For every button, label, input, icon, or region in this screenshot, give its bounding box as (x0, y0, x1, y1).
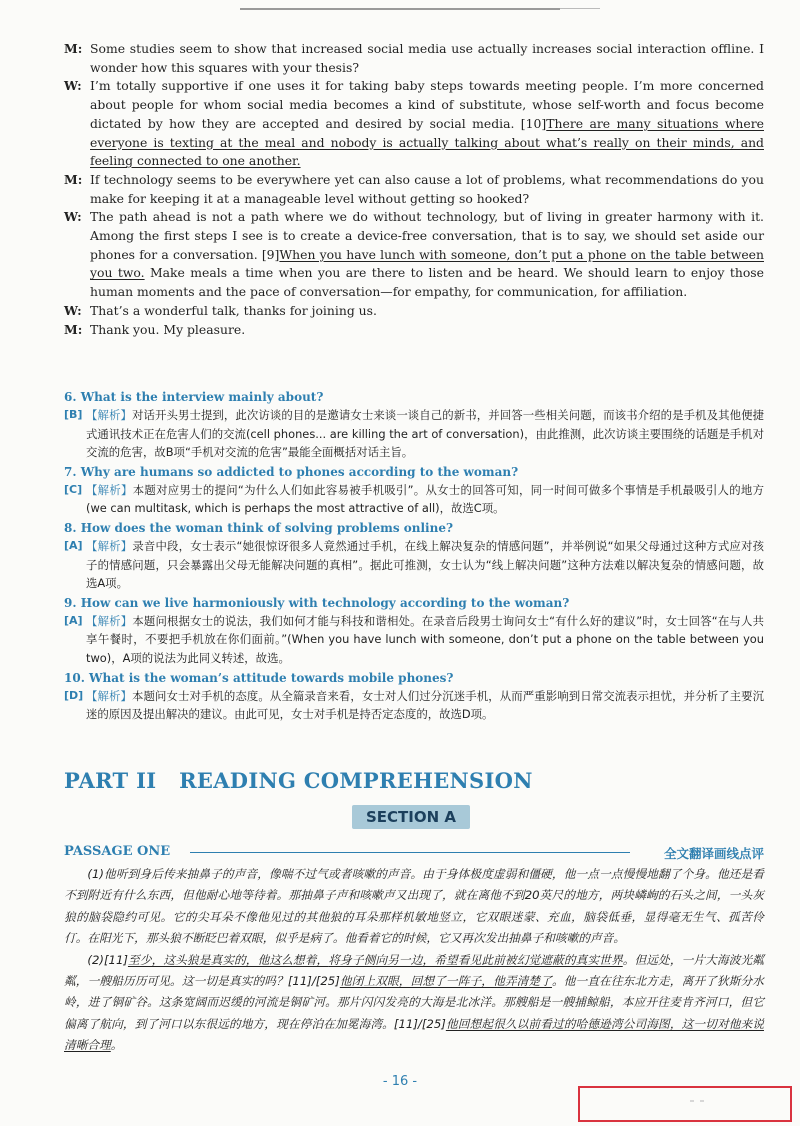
passage-label: PASSAGE ONE (64, 844, 171, 859)
speaker-label: M: (64, 321, 83, 337)
question-heading: 6. What is the interview mainly about? (64, 390, 324, 404)
analysis-body (86, 481, 764, 518)
speaker-label: W: (64, 78, 82, 94)
analysis-tag: 【解析】 (86, 688, 132, 703)
question-analysis-list (64, 387, 764, 724)
translation-text: (2)[11] (87, 952, 128, 967)
underlined-key-sentence: When you have lunch with someone, don’t put a phone on the table between you two. (90, 246, 764, 281)
speech-text: Thank you. My pleasure. (90, 321, 246, 337)
dialogue-turn (64, 302, 764, 321)
analysis-text: 本题问女士对手机的态度。从全篇录音来看，女士对人们过分沉迷手机，从而严重影响到日常交流表示担忧，并分析了主要沉迷的原因及提出解决的建议。由此可见，女士对手机是持否定态度的，故选D项。 (86, 688, 764, 722)
passage-header-rule (190, 852, 630, 853)
passage-tag: 全文翻译画线点评 (663, 846, 764, 861)
analysis-tag: 【解析】 (86, 408, 132, 422)
scan-smudge (690, 1100, 694, 1102)
analysis-text: 本题对应男士的提问“为什么人们如此容易被手机吸引”。从女士的回答可知，同一时间可做多个事情是手机最吸引人的地方(we can multitask, which is perhaps the most attractive of all)，故选C项。 (86, 482, 764, 516)
analysis-tag: 【解析】 (86, 538, 133, 553)
question-block (64, 388, 764, 462)
question-block (64, 463, 764, 518)
analysis-body (86, 406, 764, 462)
question-heading: 7. Why are humans so addicted to phones according to the woman? (64, 464, 519, 479)
translation-text: (1)他听到身后传来抽鼻子的声音，像喘不过气或者咳嗽的声音。由于身体极度虚弱和僵硬，他一点一点慢慢地翻了个身。他还是看不到附近有什么东西，但他耐心地等待着。那抽鼻子声和咳嗽声又出现了，就在离他不到20英尺的地方，两块嶙峋的石头之间，一头灰狼的脑袋隐约可见。它的尖耳朵不像他见过的其他狼的耳朵那样机敏地竖立，它双眼迷蒙、充血，脑袋低垂，显得毫无生气、孤苦伶仃。在阳光下，那头狼不断眨巴着双眼，似乎是病了。他看着它的时候，它又再次发出抽鼻子和咳嗽的声音。 (64, 867, 764, 946)
answer-key: [B] (64, 408, 83, 421)
analysis-text: 本题问根据女士的说法，我们如何才能与科技和谐相处。在录音后段男士询问女士“有什么好的建议”时，女士回答“在与人共享午餐时，不要把手机放在你们面前。”(When you have lunch with someone, don’t put a phone on the table between you two)，A项的说法为此同义转述，故选。 (86, 613, 764, 665)
speech-text: If technology seems to be everywhere yet can also cause a lot of problems, what recommendations do you make for keeping it at a manageable level without getting so hooked? (90, 171, 764, 206)
speech-segment: I’m totally supportive if one uses it for taking baby steps towards meeting people. I’m more concerned about people for whom social media becomes a kind of substitute, whose self-worth and focus become dictated by how they are accepted and desired by social media. [10] (90, 78, 764, 131)
analysis-body (86, 612, 764, 668)
dialogue-transcript (64, 40, 764, 339)
translation-text: 。 (110, 1038, 123, 1053)
answer-key: [C] (64, 482, 83, 496)
answer-key: [A] (64, 613, 83, 627)
speech-text: That’s a wonderful talk, thanks for joining us. (90, 302, 377, 318)
analysis-body (86, 687, 764, 724)
analysis-body (86, 537, 764, 593)
speaker-label: W: (64, 302, 82, 318)
translation-text: 。但远处，一片大海波光粼粼，一艘船历历可见。这一切是真实的吗？[11]/[25] (64, 952, 764, 989)
red-annotation-box (578, 1086, 792, 1122)
translation-paragraph (64, 950, 764, 1057)
answer-key: [D] (64, 688, 84, 702)
dialogue-turn (64, 321, 764, 340)
page-number: - 16 - (382, 1074, 418, 1089)
speech-segment: Make meals a time when you are there to listen and be heard. We should learn to enjoy those human moments and the pace of conversation—for empathy, for communication, for affiliation. (90, 265, 764, 300)
passage-header (64, 844, 764, 864)
question-block (64, 519, 764, 593)
answer-analysis (64, 406, 764, 462)
underlined-key-sentence: 将身子侧向另一边，希望看见此前被幻觉遮蔽的真实世界 (328, 952, 623, 967)
answer-analysis (64, 687, 764, 724)
underlined-key-sentence: 他回想起很久以前看过的哈德逊湾公司海图，这一切对他来说清晰合理 (64, 1016, 764, 1053)
underlined-key-sentence: 他闭上双眼，回想了一阵子，他弄清楚了 (339, 974, 552, 989)
analysis-text: 录音中段，女士表示“她很惊讶很多人竟然通过手机，在线上解决复杂的情感问题”，并举例说“如果父母通过这种方式应对孩子的情感问题，只会暴露出父母无能解决问题的真相”。据此可推测，女士认为“线上解决问题”这种方法难以解决复杂的情感问题，故选A项。 (86, 538, 764, 591)
translation-text: 。他一直在往东北方走，离开了狄斯分水岭，进了铜矿谷。这条宽阔而迟缓的河流是铜矿河。那片闪闪发亮的大海是北冰洋。那艘船是一艘捕鲸船，本应开往麦肯齐河口，但它偏离了航向，到了河口以东很远的地方，现在停泊在加冕海湾。[11]/[25] (64, 974, 764, 1031)
translation-paragraph (64, 864, 764, 950)
question-heading: 9. How can we live harmoniously with technology according to the woman? (64, 595, 570, 610)
dialogue-turn (64, 208, 764, 302)
speech-segment: The path ahead is not a path where we do without technology, but of living in greater harmony with it. Among the first steps I see is to create a device-free conversation, that is to say, we should set aside our phones for a conversation. [9] (90, 209, 764, 262)
part-title: PART II READING COMPREHENSION (64, 768, 533, 793)
question-heading: 8. How does the woman think of solving problems online? (64, 520, 454, 535)
dialogue-turn (64, 171, 764, 208)
dialogue-turn (64, 77, 764, 171)
speaker-label: M: (64, 171, 83, 187)
analysis-tag: 【解析】 (86, 613, 133, 628)
top-rule-extension (560, 8, 600, 9)
question-block (64, 669, 764, 724)
analysis-text: 对话开头男士提到，此次访谈的目的是邀请女士来谈一谈自己的新书，并回答一些相关问题，而该书介绍的是手机及其他便捷式通讯技术正在危害人们的交流(cell phones... are killing the art of conversation)，由此推测，此次访谈主要围绕的话题是手机对交流的危害，故B项“手机对交流的危害”最能全面概括对话主旨。 (86, 408, 764, 460)
answer-analysis (64, 612, 764, 668)
underlined-key-sentence: There are many situations where everyone is texting at the meal and nobody is actually talking about what’s really on their minds, and feeling connected to one another. (90, 115, 764, 169)
dialogue-turn (64, 40, 764, 77)
analysis-tag: 【解析】 (86, 482, 133, 497)
answer-key: [A] (64, 538, 83, 552)
scan-smudge (700, 1100, 704, 1102)
speaker-label: W: (64, 209, 82, 225)
speech-text (90, 77, 764, 171)
question-heading: 10. What is the woman’s attitude towards mobile phones? (64, 670, 454, 685)
speech-text (90, 208, 764, 302)
question-block (64, 594, 764, 668)
section-badge: SECTION A (352, 805, 470, 829)
answer-analysis (64, 481, 764, 518)
answer-analysis (64, 537, 764, 593)
underlined-key-sentence: 至少，这头狼是真实的，他这么想着， (127, 952, 329, 967)
speaker-label: M: (64, 41, 83, 56)
speech-text: Some studies seem to show that increased social media use actually increases social interaction offline. I wonder how this squares with your thesis? (90, 41, 764, 75)
top-rule (240, 8, 560, 10)
passage-translation (64, 864, 764, 1057)
